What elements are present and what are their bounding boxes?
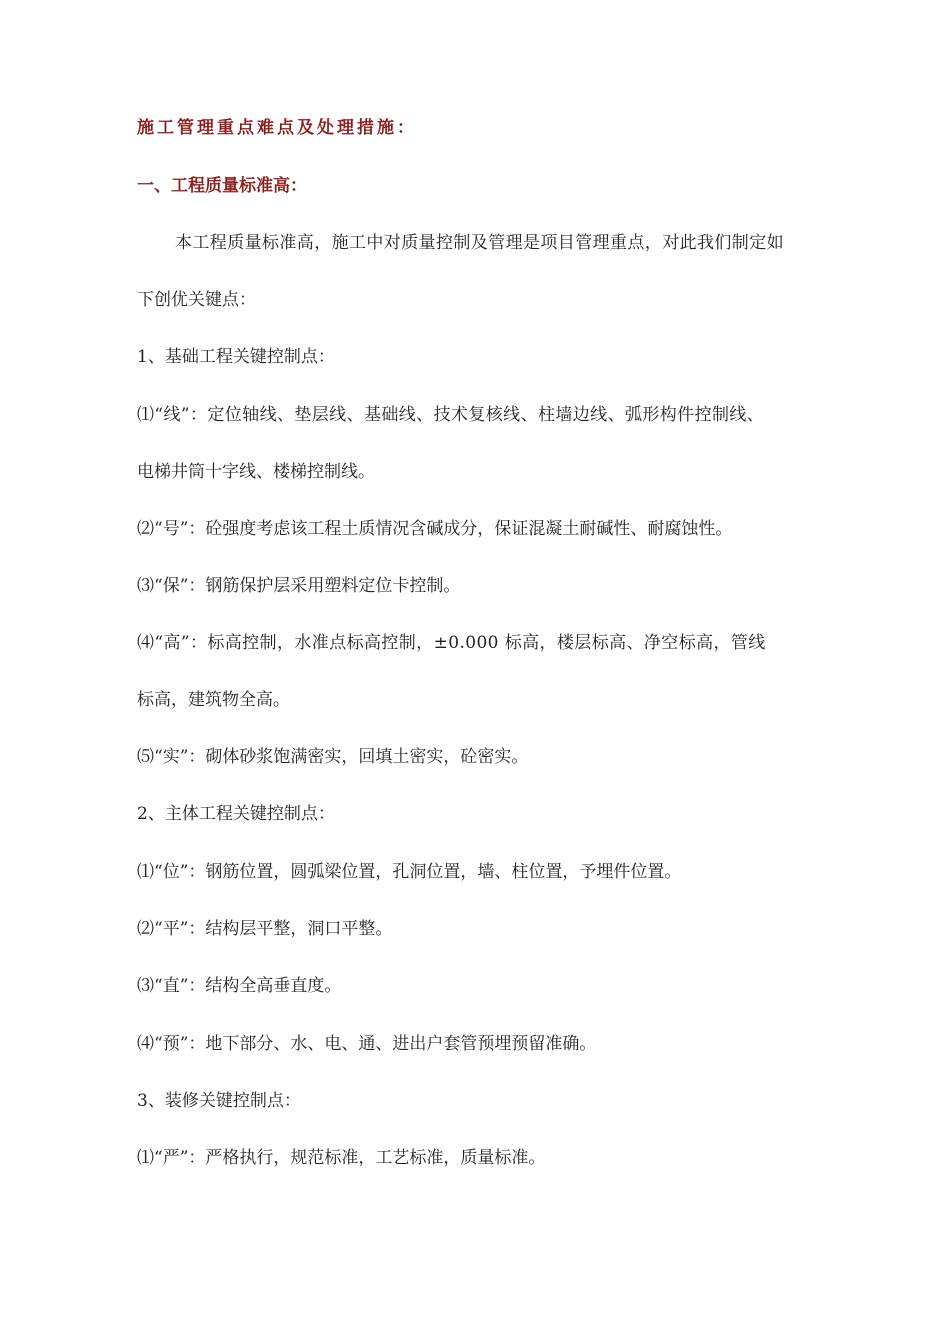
list-item-line: ⑵“平”：结构层平整，洞口平整。 <box>137 919 393 939</box>
list-item-line: ⑵“号”：砼强度考虑该工程土质情况含碱成分，保证混凝土耐碱性、耐腐蚀性。 <box>137 519 733 539</box>
subsection-heading-foundation: 1、基础工程关键控制点： <box>137 347 335 367</box>
list-item-line: 标高，建筑物全高。 <box>137 690 290 710</box>
subsection-heading-decoration: 3、装修关键控制点： <box>137 1091 301 1111</box>
list-item-line: ⑴“线”：定位轴线、垫层线、基础线、技术复核线、柱墙边线、弧形构件控制线、 <box>137 405 765 425</box>
list-item-line: ⑸“实”：砌体砂浆饱满密实，回填土密实，砼密实。 <box>137 747 529 767</box>
subsection-heading-structure: 2、主体工程关键控制点： <box>137 804 335 824</box>
intro-paragraph-line-1: 本工程质量标准高，施工中对质量控制及管理是项目管理重点，对此我们制定如 <box>175 233 784 253</box>
list-item-line: ⑴“严”：严格执行，规范标准，工艺标准，质量标准。 <box>137 1148 546 1168</box>
list-item-line: ⑶“直”：结构全高垂直度。 <box>137 976 342 996</box>
document-title: 施工管理重点难点及处理措施： <box>137 118 417 138</box>
section-heading: 一、工程质量标准高： <box>137 176 307 196</box>
list-item-line: ⑷“高”：标高控制，水准点标高控制，±0.000 标高，楼层标高、净空标高，管线 <box>137 633 766 653</box>
list-item-line: 电梯井筒十字线、楼梯控制线。 <box>137 462 375 482</box>
list-item-line: ⑶“保”：钢筋保护层采用塑料定位卡控制。 <box>137 576 461 596</box>
list-item-line: ⑴“位”：钢筋位置，圆弧梁位置，孔洞位置，墙、柱位置，予埋件位置。 <box>137 862 682 882</box>
list-item-line: ⑷“预”：地下部分、水、电、通、进出户套管预埋预留准确。 <box>137 1034 597 1054</box>
intro-paragraph-line-2: 下创优关键点： <box>137 290 256 310</box>
